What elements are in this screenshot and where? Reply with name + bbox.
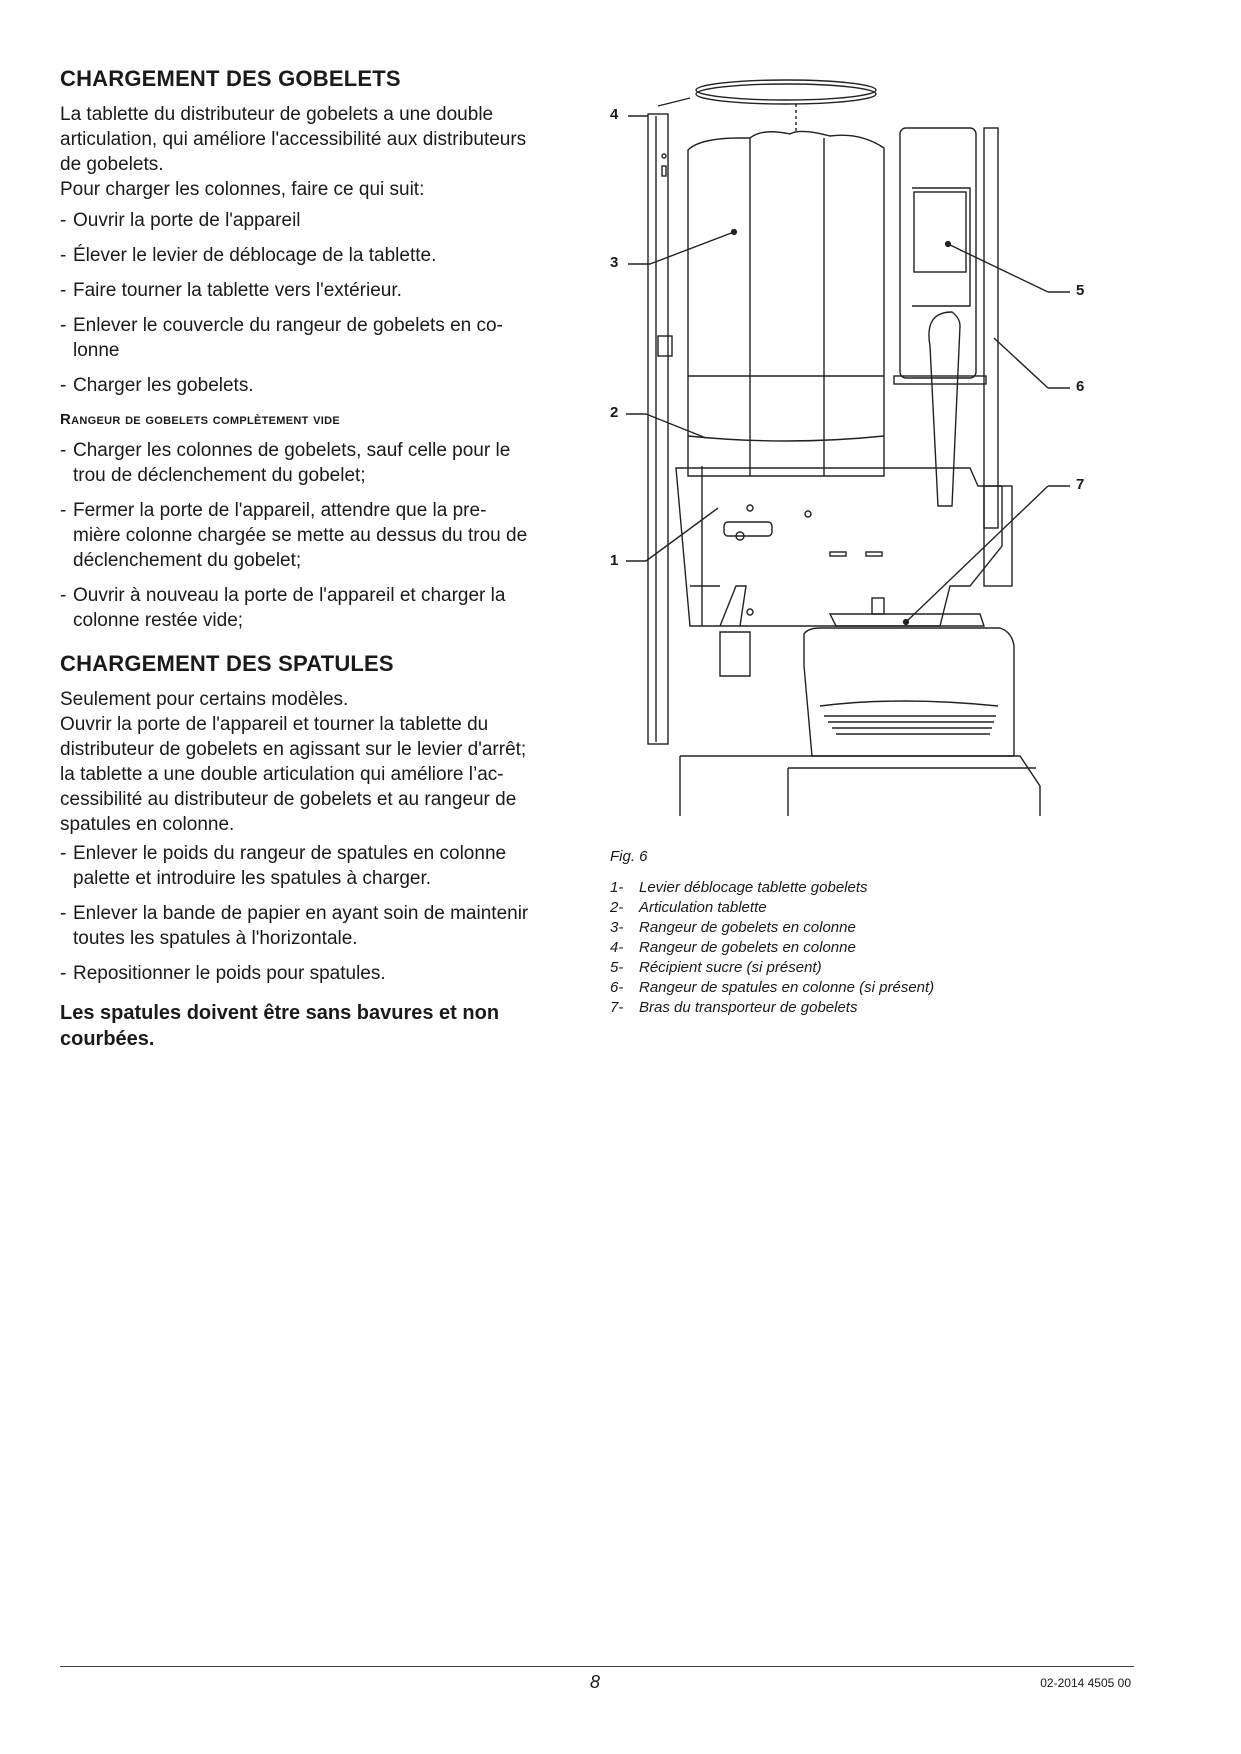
- callout-4: 4: [610, 106, 619, 123]
- legend-row: 4- Rangeur de gobelets en colonne: [610, 939, 856, 956]
- intro-line: Pour charger les colonnes, faire ce qui suit:: [60, 179, 425, 200]
- step-item: - Enlever le couvercle du rangeur de gobelets en co- lonne: [60, 315, 503, 361]
- legend-row: 3- Rangeur de gobelets en colonne: [610, 919, 856, 936]
- step-item: - Élever le levier de déblocage de la tablette.: [60, 245, 437, 266]
- legend-row: 5- Récipient sucre (si présent): [610, 959, 822, 976]
- section-title-gobelets: CHARGEMENT DES GOBELETS: [60, 66, 401, 91]
- step-item: - Ouvrir la porte de l'appareil: [60, 210, 301, 231]
- callout-7: 7: [1076, 476, 1085, 493]
- intro-line: articulation, qui améliore l'accessibilité aux distributeurs: [60, 129, 527, 150]
- spatule-step-item: - Repositionner le poids pour spatules.: [60, 963, 386, 984]
- legend-row: 7- Bras du transporteur de gobelets: [610, 999, 858, 1016]
- warning-note: Les spatules doivent être sans bavures et non courbées.: [60, 1002, 500, 1050]
- cup-lid-ellipse: [696, 84, 876, 104]
- feed-tube: [929, 312, 960, 506]
- page-number: 8: [590, 1672, 601, 1692]
- text-column: [60, 66, 580, 1052]
- stirrer-rack: [984, 128, 998, 528]
- callout-2: 2: [610, 404, 619, 421]
- spatule-step-item: - Enlever le poids du rangeur de spatules en colonne palette et introduire les spatules à charger.: [60, 843, 507, 889]
- empty-step-item: - Ouvrir à nouveau la porte de l'appareil et charger la colonne restée vide;: [60, 585, 506, 631]
- cup-column: [688, 131, 884, 476]
- legend-row: 2- Articulation tablette: [610, 899, 767, 916]
- intro-line: Ouvrir la porte de l'appareil et tourner la tablette du: [60, 714, 489, 735]
- callout-3: 3: [610, 254, 619, 271]
- callout-6: 6: [1076, 378, 1085, 395]
- sugar-container: [900, 128, 976, 378]
- subheading-empty-rack: Rangeur de gobelets complètement vide: [60, 411, 341, 428]
- machine-drawing: [600, 66, 1120, 856]
- empty-step-item: - Fermer la porte de l'appareil, attendre que la pre- mière colonne chargée se mette au dessus du trou de déclenchement du gobelet;: [60, 500, 528, 571]
- machine-figure: [600, 66, 1120, 856]
- section-spatules: [60, 651, 580, 1052]
- spatule-step-item: - Enlever la bande de papier en ayant soin de maintenir toutes les spatules à l'horizontale.: [60, 903, 529, 949]
- intro-line: distributeur de gobelets en agissant sur le levier d'arrêt;: [60, 739, 527, 760]
- intro-line: la tablette a une double articulation qui améliore l’ac-: [60, 764, 504, 785]
- step-item: - Faire tourner la tablette vers l'extérieur.: [60, 280, 402, 301]
- cup-lid-ellipse: [696, 80, 876, 100]
- section-title-spatules: CHARGEMENT DES SPATULES: [60, 651, 394, 676]
- legend-row: 1- Levier déblocage tablette gobelets: [610, 879, 868, 896]
- release-lever: [724, 522, 772, 536]
- intro-line: spatules en colonne.: [60, 814, 235, 835]
- base-cabinet: [680, 756, 1040, 816]
- footer-divider: [60, 1666, 1134, 1667]
- intro-line: cessibilité au distributeur de gobelets et au rangeur de: [60, 789, 517, 810]
- document-code: 02-2014 4505 00: [1040, 1676, 1131, 1690]
- door-panel: [648, 114, 668, 744]
- empty-step-item: - Charger les colonnes de gobelets, sauf celle pour le trou de déclenchement du gobelet;: [60, 440, 511, 486]
- figure-caption: Fig. 6: [610, 848, 648, 865]
- intro-line: Seulement pour certains modèles.: [60, 689, 349, 710]
- callout-1: 1: [610, 552, 619, 569]
- figure-legend: [610, 878, 934, 1018]
- intro-line: La tablette du distributeur de gobelets a une double: [60, 104, 494, 125]
- intro-line: de gobelets.: [60, 154, 164, 175]
- legend-row: 6- Rangeur de spatules en colonne (si présent): [610, 979, 935, 996]
- drip-tray: [804, 628, 1014, 756]
- callout-5: 5: [1076, 282, 1085, 299]
- step-item: - Charger les gobelets.: [60, 375, 254, 396]
